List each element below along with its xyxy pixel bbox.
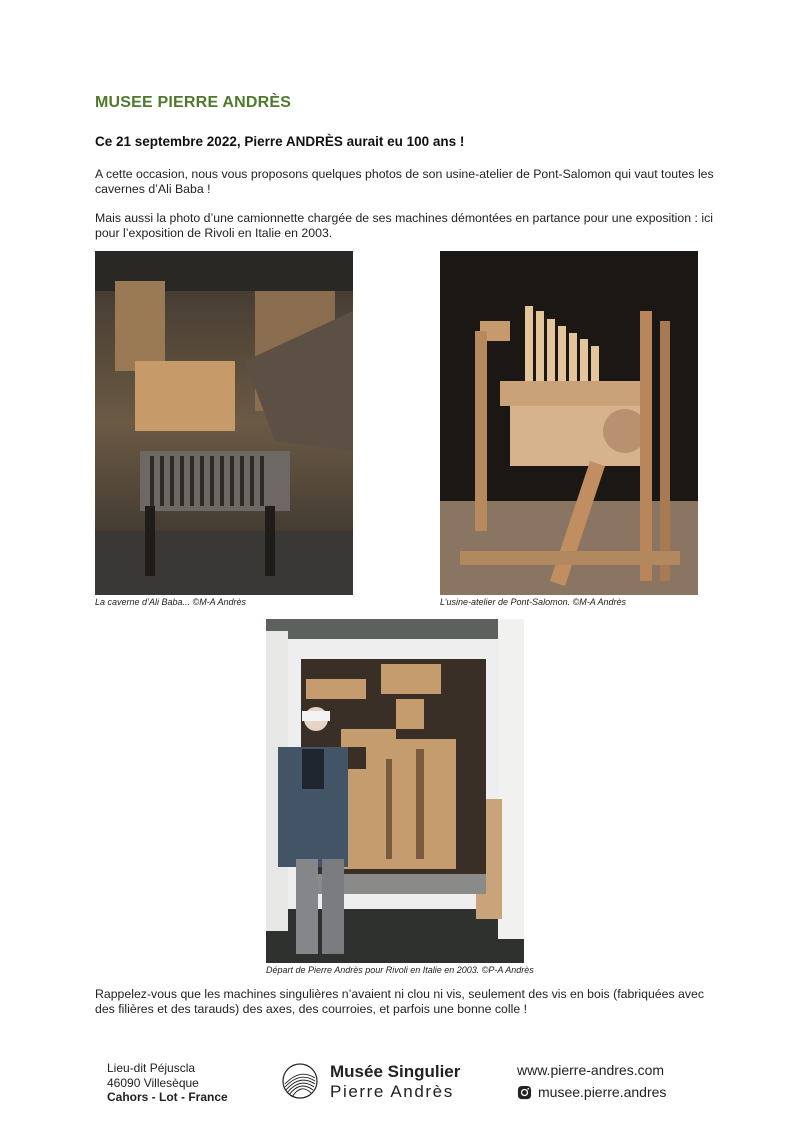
photo-cavern-caption: La caverne d’Ali Baba... ©M-A Andrès [95, 597, 247, 607]
instagram-handle: musee.pierre.andres [538, 1084, 667, 1100]
address-line-3: Cahors - Lot - France [107, 1090, 228, 1104]
intro-paragraph-1: A cette occasion, nous vous proposons quelques photos de son usine-atelier de Pont-Salomon qui vaut toutes les cavernes d’Ali Baba ! [95, 167, 714, 196]
closing-paragraph: Rappelez-vous que les machines singulières n’avaient ni clou ni vis, seulement des vis en bois (fabriquées avec des filières et des tarauds) des axes, des courroies, et parfois une bonne colle ! [95, 987, 705, 1016]
intro-paragraph-2: Mais aussi la photo d’une camionnette chargée de ses machines démontées en partance pour une exposition : ici pour l’exposition de Rivoli en Italie en 2003. [95, 211, 713, 240]
page-subtitle: Ce 21 septembre 2022, Pierre ANDRÈS aurait eu 100 ans ! [95, 134, 465, 149]
photo-van-image [266, 619, 524, 963]
photo-cavern-image [95, 251, 353, 595]
photo-workshop [440, 251, 698, 595]
address-line-2: 46090 Villesèque [107, 1075, 199, 1090]
instagram-link[interactable] [517, 1084, 666, 1100]
brand-line-1: Musée Singulier [330, 1062, 461, 1081]
spiral-logo-icon [281, 1062, 319, 1100]
address-line-1: Lieu-dit Péjuscla [107, 1061, 196, 1075]
brand-line-2: Pierre Andrès [330, 1082, 454, 1101]
photo-cavern [95, 251, 353, 595]
page-title: MUSEE PIERRE ANDRÈS [95, 94, 292, 111]
footer-brand [330, 1062, 460, 1102]
footer-address [107, 1061, 228, 1105]
photo-van [266, 619, 524, 963]
instagram-icon [517, 1085, 532, 1100]
photo-workshop-caption: L’usine-atelier de Pont-Salomon. ©M-A Andrès [440, 597, 627, 607]
photo-van-caption: Départ de Pierre Andrès pour Rivoli en Italie en 2003. ©P-A Andrès [266, 965, 534, 975]
website-link[interactable]: www.pierre-andres.com [517, 1062, 665, 1078]
photo-workshop-image [440, 251, 698, 595]
